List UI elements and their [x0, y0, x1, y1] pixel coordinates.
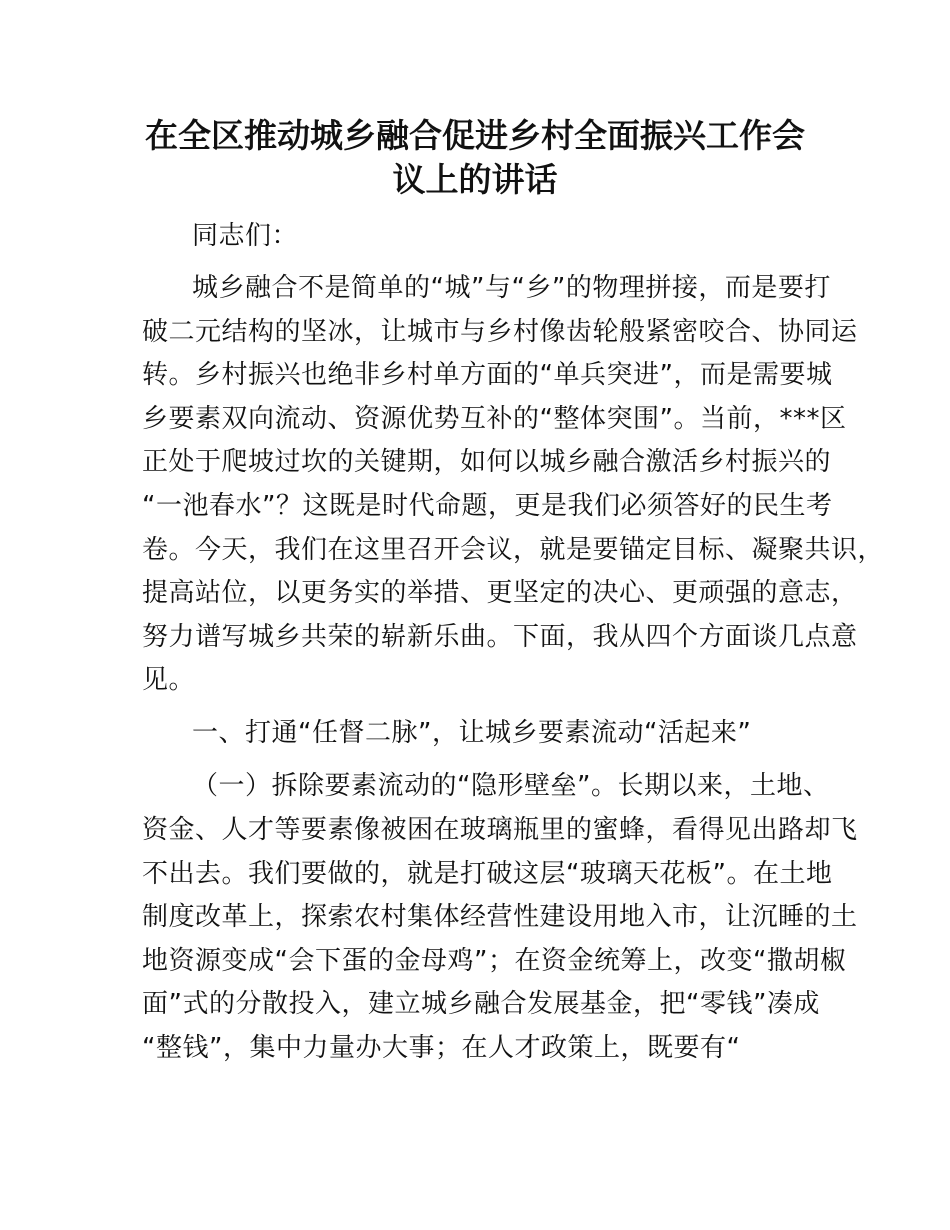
salutation: 同志们：	[192, 221, 299, 251]
paragraph-2-line-3: 不出去。我们要做的，就是打破这层“玻璃天花板”。在土地	[142, 859, 833, 889]
paragraph-1-line-2: 破二元结构的坚冰，让城市与乡村像齿轮般紧密咬合、协同运	[142, 317, 858, 347]
paragraph-2-line-5: 地资源变成“会下蛋的金母鸡”；在资金统筹上，改变“撒胡椒	[142, 946, 847, 976]
paragraph-1-line-7: 卷。今天，我们在这里召开会议，就是要锚定目标、凝聚共识，	[142, 535, 885, 565]
document-title-line-2: 议上的讲话	[392, 160, 558, 199]
paragraph-1-line-3: 转。乡村振兴也绝非乡村单方面的“单兵突进”，而是需要城	[142, 360, 833, 390]
paragraph-1-line-8: 提高站位，以更务实的举措、更坚定的决心、更顽强的意志，	[142, 578, 858, 608]
document-title-line-1: 在全区推动城乡融合促进乡村全面振兴工作会	[145, 116, 805, 155]
paragraph-2-line-4: 制度改革上，探索农村集体经营性建设用地入市，让沉睡的土	[142, 902, 858, 932]
paragraph-1-line-1: 城乡融合不是简单的“城”与“乡”的物理拼接，而是要打	[192, 273, 831, 303]
section-heading-1: 一、打通“任督二脉”，让城乡要素流动“活起来”	[192, 718, 752, 748]
paragraph-2-line-1: （一）拆除要素流动的“隐形壁垒”。长期以来，土地、	[192, 771, 830, 801]
paragraph-2-line-7: “整钱”，集中力量办大事；在人才政策上，既要有“	[142, 1033, 741, 1063]
paragraph-1-line-9: 努力谱写城乡共荣的崭新乐曲。下面，我从四个方面谈几点意	[142, 622, 858, 652]
paragraph-2-line-6: 面”式的分散投入，建立城乡融合发展基金，把“零钱”凑成	[142, 989, 820, 1019]
paragraph-1-line-10: 见。	[142, 665, 196, 695]
paragraph-1-line-5: 正处于爬坡过坎的关键期，如何以城乡融合激活乡村振兴的	[142, 447, 832, 477]
paragraph-1-line-6: “一池春水”？这既是时代命题，更是我们必须答好的民生考	[142, 491, 833, 521]
paragraph-2-line-2: 资金、人才等要素像被困在玻璃瓶里的蜜蜂，看得见出路却飞	[142, 815, 858, 845]
paragraph-1-line-4: 乡要素双向流动、资源优势互补的“整体突围”。当前，***区	[142, 404, 847, 434]
